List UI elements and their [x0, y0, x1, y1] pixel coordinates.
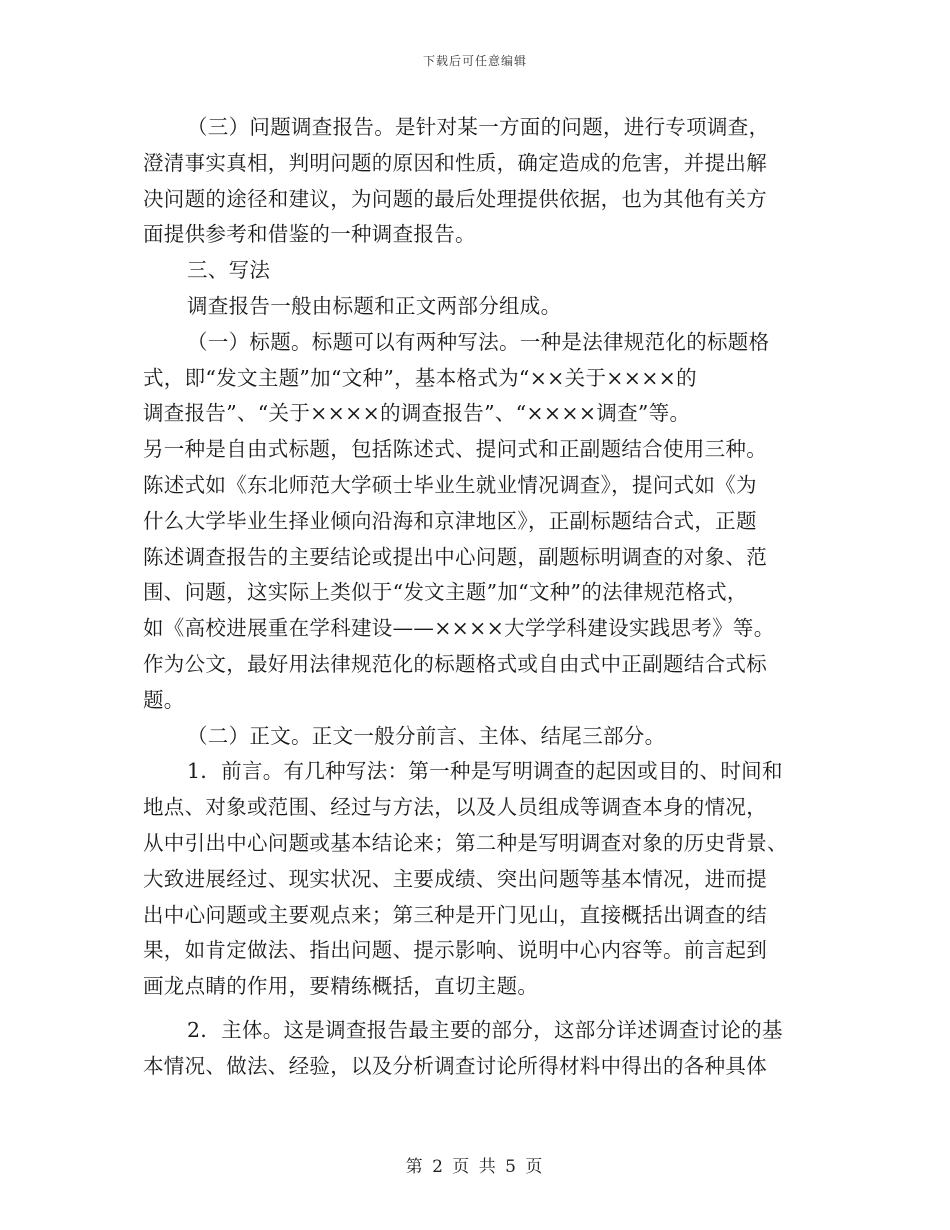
- paragraph-line: 围、问题，这实际上类似于“发文主题”加“文种”的法律规范格式，: [143, 580, 748, 605]
- paragraph-line: 什么大学毕业生择业倾向沿海和京津地区》，正副标题结合式，正题: [143, 508, 757, 533]
- paragraph-line: 从中引出中心问题或基本结论来；第二种是写明调查对象的历史背景、: [143, 830, 788, 855]
- paragraph-line: 面提供参考和借鉴的一种调查报告。: [143, 222, 476, 247]
- paragraph-line: （一）标题。标题可以有两种写法。一种是法律规范化的标题格: [187, 329, 770, 354]
- paragraph-line: （三）问题调查报告。是针对某一方面的问题，进行专项调查，: [187, 115, 770, 139]
- document-body: [143, 110, 808, 1085]
- paragraph-line: 调查报告一般由标题和正文两部分组成。: [187, 293, 562, 318]
- paragraph-line: 本情况、做法、经验，以及分析调查讨论所得材料中得出的各种具体: [143, 1053, 767, 1078]
- paragraph-line: 陈述式如《东北师范大学硕士毕业生就业情况调查》，提问式如《为: [143, 472, 757, 497]
- paragraph-line: 另一种是自由式标题，包括陈述式、提问式和正副题结合使用三种。: [143, 437, 767, 462]
- paragraph-line: 画龙点睛的作用，要精练概括，直切主题。: [143, 974, 539, 999]
- paragraph-line: 出中心问题或主要观点来；第三种是开门见山，直接概括出调查的结: [143, 902, 767, 927]
- paragraph-line: 2．主体。这是调查报告最主要的部分，这部分详述调查讨论的基: [187, 1017, 783, 1042]
- paragraph-line: 果，如肯定做法、指出问题、提示影响、说明中心内容等。前言起到: [143, 938, 767, 963]
- paragraph-line: 决问题的途径和建议，为问题的最后处理提供依据，也为其他有关方: [143, 186, 767, 211]
- page-number-footer: 第 2 页 共 5 页: [405, 1157, 545, 1177]
- paragraph-line: 调查报告”、“关于××××的调查报告”、“××××调查”等。: [143, 401, 691, 426]
- section-heading: 三、写法: [187, 258, 271, 283]
- paragraph-gap: [143, 1005, 808, 1013]
- page-header: 下载后可任意编辑: [422, 54, 527, 68]
- paragraph-line: 澄清事实真相，判明问题的原因和性质，确定造成的危害，并提出解: [143, 150, 767, 175]
- paragraph-line: 大致进展经过、现实状况、主要成绩、突出问题等基本情况，进而提: [143, 866, 767, 891]
- paragraph-line: 如《高校进展重在学科建设——××××大学学科建设实践思考》等。: [143, 616, 775, 641]
- paragraph-line: 陈述调查报告的主要结论或提出中心问题，副题标明调查的对象、范: [143, 544, 767, 569]
- paragraph-line: 地点、对象或范围、经过与方法，以及人员组成等调查本身的情况，: [143, 795, 767, 820]
- paragraph-line: 作为公文，最好用法律规范化的标题格式或自由式中正副题结合式标: [143, 651, 767, 676]
- paragraph-line: （二）正文。正文一般分前言、主体、结尾三部分。: [187, 723, 666, 748]
- paragraph-line: 1．前言。有几种写法：第一种是写明调查的起因或目的、时间和: [187, 759, 783, 784]
- paragraph-line: 式，即“发文主题”加“文种”，基本格式为“××关于××××的: [143, 365, 697, 390]
- paragraph-line: 题。: [143, 687, 185, 712]
